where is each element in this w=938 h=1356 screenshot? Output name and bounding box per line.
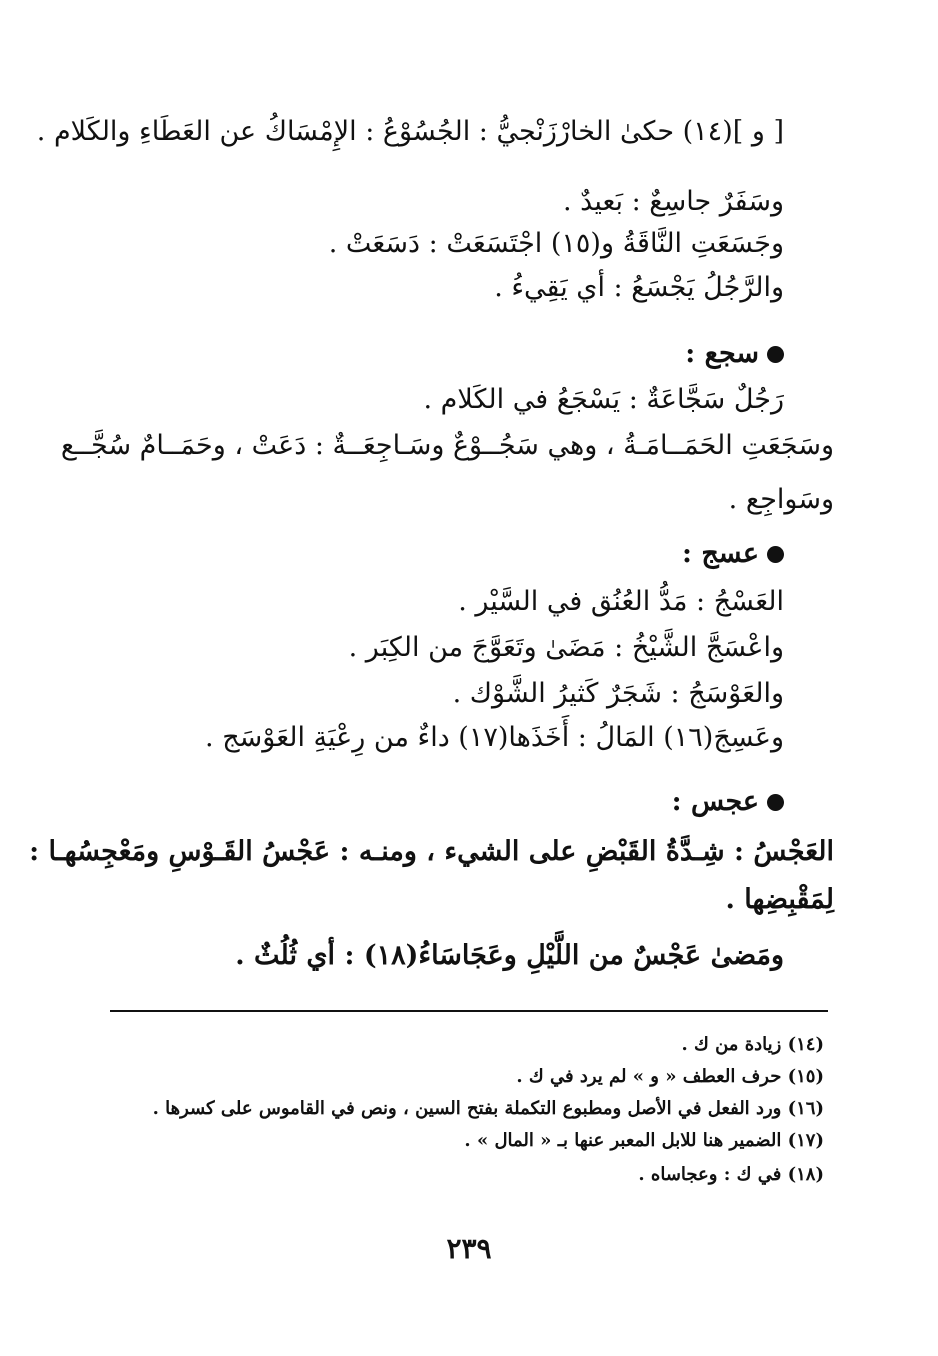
- entry-heading-sajaa: [685, 334, 784, 374]
- footnote: (١٦) ورد الفعل في الأصل ومطبوع التكملة بفتح السين ، ونص في القاموس على كسرها .: [152, 1098, 824, 1119]
- footnote: (١٤) زيادة من ك .: [681, 1034, 824, 1055]
- footnote-divider: [110, 1010, 828, 1012]
- entry-line: وسَجَعَتِ الحَمَــامَـةُ ، وهي سَجُــوْعٌ وسَـاجِعَــةٌ : دَعَتْ ، وحَمَــامٌ سُجَّــع: [60, 430, 834, 461]
- entry-line: لِمَقْبِضِها .: [725, 884, 834, 915]
- entry-line: وعَسِجَ(١٦) المَالُ : أَخَذَها(١٧) داءٌ من رِعْيَةِ العَوْسَج .: [205, 722, 784, 753]
- entry-line: رَجُلٌ سَجَّاعَةٌ : يَسْجَعُ في الكَلام .: [423, 384, 784, 415]
- page-number: ٢٣٩: [446, 1232, 492, 1265]
- intro-line-3: وجَسَعَتِ النَّاقَةُ و(١٥) اجْتَسَعَتْ : دَسَعَتْ .: [328, 228, 784, 259]
- entry-line: واعْسَجَّ الشَّيْخُ : مَضَىٰ وتَعَوَّجَ من الكِبَر .: [348, 632, 784, 663]
- entry-line: ومَضىٰ عَجْسٌ من اللَّيْلِ وعَجَاسَاءُ(١٨) : أي ثُلُثٌ .: [235, 940, 784, 971]
- entry-heading-ajas: [672, 782, 784, 822]
- entry-line: العَجْسُ : شِـدَّةُ القَبْضِ على الشيء ، ومنـه : عَجْسُ القَـوْسِ ومَعْجِسُهـا :: [29, 836, 834, 867]
- footnote: (١٥) حرف العطف « و » لم يرد في ك .: [516, 1066, 824, 1087]
- entry-heading-label: عسج :: [682, 538, 759, 569]
- entry-line: والعَوْسَجُ : شَجَرٌ كَثيرُ الشَّوْك .: [452, 678, 784, 709]
- footnote: (١٧) الضمير هنا للابل المعبر عنها بـ « المال » .: [464, 1130, 824, 1151]
- footnote: (١٨) في ك : وعجاساه .: [638, 1164, 824, 1185]
- entry-heading-label: سجع :: [685, 338, 759, 369]
- bullet-icon: [767, 546, 784, 563]
- bullet-icon: [767, 794, 784, 811]
- entry-heading-label: عجس :: [671, 786, 759, 817]
- entry-heading-asaj: [682, 534, 784, 574]
- intro-line-1: [ و ](١٤) حكىٰ الخارْزَنْجيُّ : الجُسُوْعُ : الإِمْسَاكُ عن العَطَاءِ والكَلام .: [36, 116, 784, 147]
- bullet-icon: [767, 346, 784, 363]
- entry-line: العَسْجُ : مَدُّ العُنُق في السَّيْر .: [458, 586, 784, 617]
- intro-line-4: والرَّجُلُ يَجْسَعُ : أي يَقِيءُ .: [494, 272, 784, 303]
- intro-line-2: وسَفَرٌ جاسِعٌ : بَعيدٌ .: [563, 186, 784, 217]
- entry-line: وسَواجِع .: [728, 484, 834, 515]
